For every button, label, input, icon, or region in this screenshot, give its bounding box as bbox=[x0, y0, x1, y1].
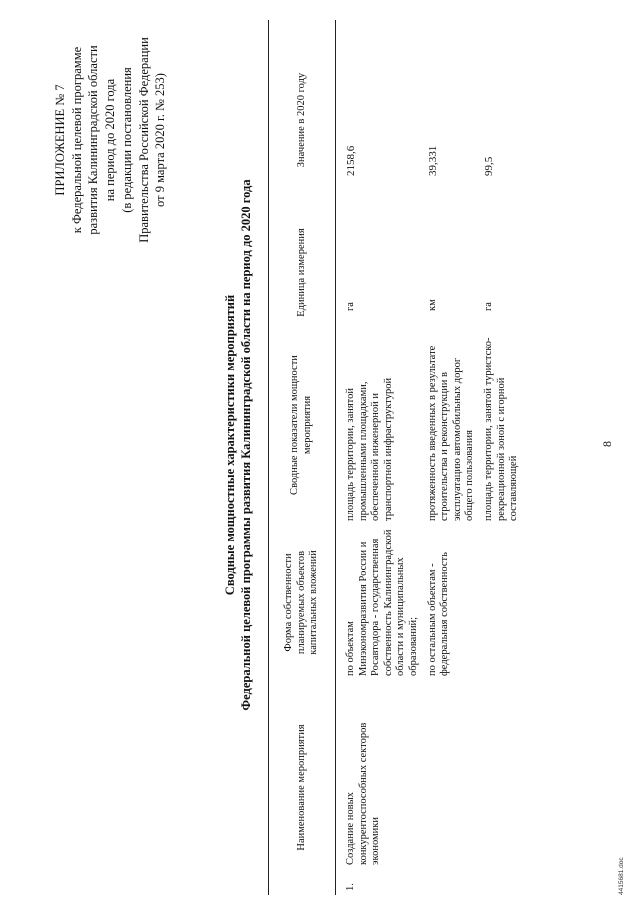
capacity-table bbox=[268, 20, 524, 895]
appendix-line: (в редакции постановления bbox=[119, 67, 134, 213]
header-name: Наименование мероприятия bbox=[269, 680, 336, 895]
header-form: Форма собственности планируемых объектов капитальных вложений bbox=[269, 525, 336, 680]
appendix-line: на период до 2020 года bbox=[103, 78, 118, 202]
cell-name bbox=[336, 680, 424, 895]
document-file-id: 4415681.doc bbox=[618, 857, 625, 895]
table-title-line-1: Сводные мощностные характеристики мероприятий bbox=[223, 294, 237, 596]
cell-indicator: площадь территории, занятой промышленными площадками, обеспеченной инженерной и транспортной инфраструктурой bbox=[345, 377, 394, 521]
table-row bbox=[424, 20, 480, 895]
cell-value: 99,5 bbox=[482, 156, 495, 176]
appendix-line: к Федеральной целевой программе bbox=[69, 46, 84, 234]
cell-unit: га bbox=[482, 302, 494, 311]
appendix-line: Правительства Российской Федерации bbox=[136, 37, 151, 243]
cell-indicator: площадь территории, занятой туристско-рекреационной зоной с игорной составляющей bbox=[482, 337, 520, 521]
table-row bbox=[336, 20, 424, 895]
cell-form: по остальным объектам - федеральная собственность bbox=[426, 552, 451, 676]
header-value: Значение в 2020 году bbox=[269, 20, 336, 220]
cell-form: по объектам Минэкономразвития России и Росавтодора - государственная собственность Калининградской области и муниципальных образований; bbox=[345, 529, 419, 676]
cell-unit: га bbox=[345, 302, 356, 311]
row-number: 1. bbox=[345, 883, 356, 891]
cell-form bbox=[480, 525, 524, 680]
table-header-row bbox=[269, 20, 336, 895]
appendix-line: ПРИЛОЖЕНИЕ № 7 bbox=[53, 84, 67, 196]
header-indicator: Сводные показатели мощности мероприятия bbox=[269, 325, 336, 525]
cell-unit: км bbox=[426, 299, 438, 311]
page-number: 8 bbox=[600, 441, 614, 447]
cell-indicator: протяженность введенных в результате строительства и реконструкции в эксплуатацию автомобильных дорог общего пользования bbox=[426, 345, 476, 521]
cell-name bbox=[480, 680, 524, 895]
appendix-line: развития Калининградской области bbox=[86, 45, 101, 235]
cell-value: 39,331 bbox=[426, 145, 439, 176]
header-unit: Единица измерения bbox=[269, 220, 336, 325]
appendix-line: от 9 марта 2020 г. № 253) bbox=[153, 73, 168, 207]
measure-name: Создание новых конкурентоспособных секторов экономики bbox=[345, 722, 382, 865]
table-title-line-2: Федеральной целевой программы развития Калининградской области на период до 2020 года bbox=[239, 179, 253, 711]
table-title bbox=[222, 25, 254, 865]
cell-value: 2158,6 bbox=[345, 145, 357, 176]
table-row bbox=[480, 20, 524, 895]
appendix-header bbox=[52, 15, 169, 265]
cell-name bbox=[424, 680, 480, 895]
